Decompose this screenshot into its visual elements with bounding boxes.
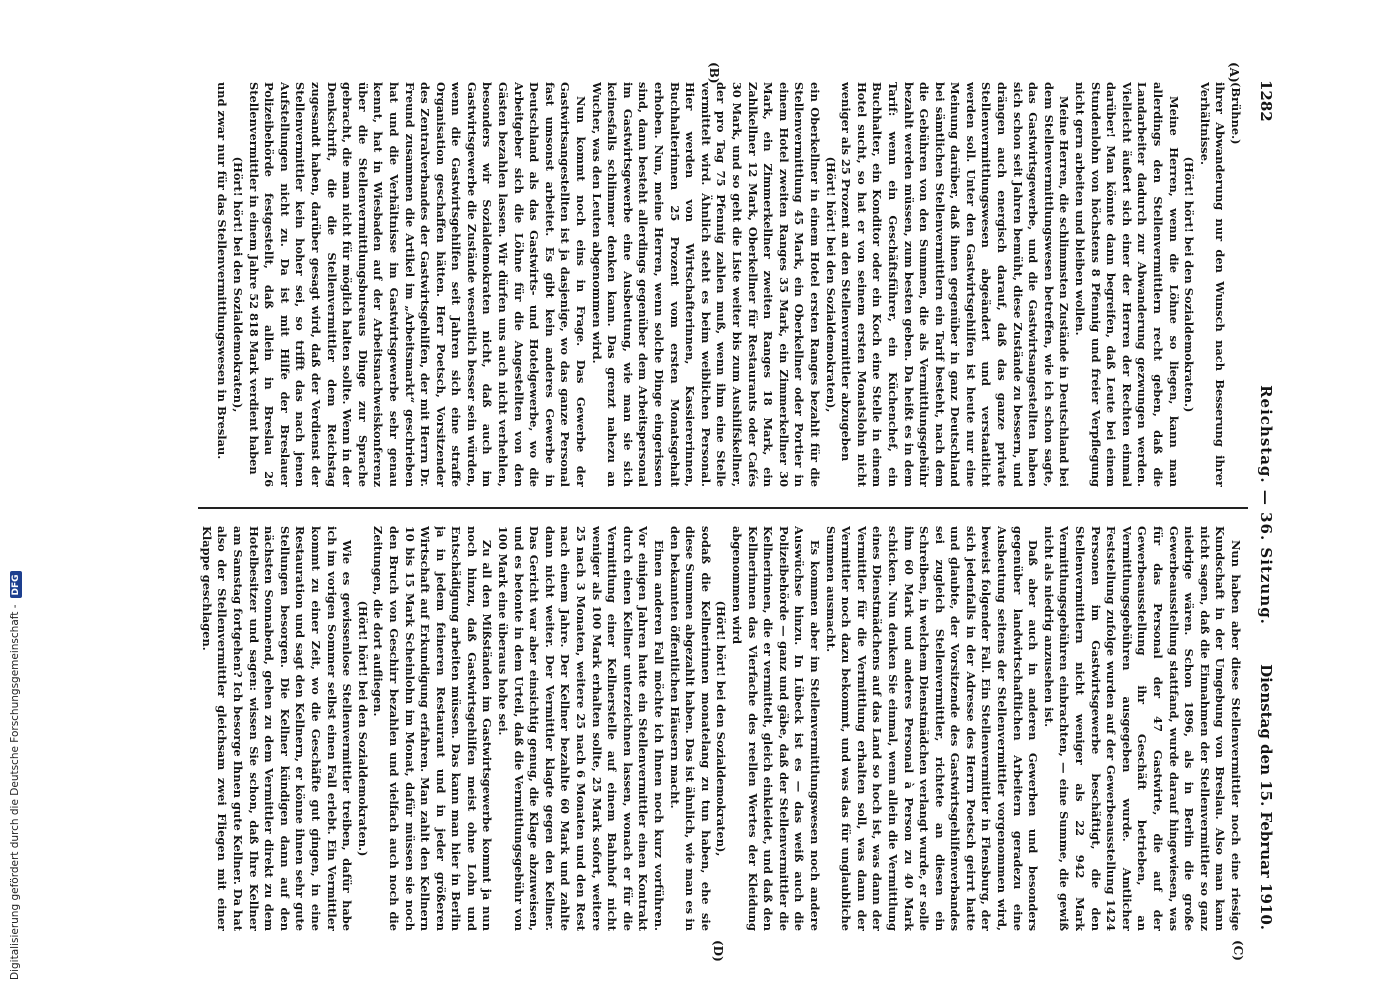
dfg-logo: DFG <box>10 571 22 598</box>
paragraph: Nun kommt noch eins in Frage. Das Gewerbe der Gastwirtsangestellten ist ja dasjenige, wo das ganze Personal fast umsonst arbeitet. Es gibt kein anderes Gewerbe in Deutschland als das Gastwirts- und Hotelgewerbe, wo die Arbeitgeber sich die Löhne für die Angestellten von den Gästen bezahlen lassen. Wir dürfen uns auch nicht verhehlen, besonders wir Sozialdemokraten nicht, daß auch im Gastwirtsgewerbe die Zustände wesentlich besser sein würden, wenn die Gastwirtsgehilfen seit Jahren sich eine straffe Organisation geschaffen hätten. Herr Poetsch, Vorsitzender des Zentralverbandes der Gastwirtsgehilfen, der mit Herrn Dr. Freund zusammen die Artikel im „Arbeitsmarkt“ geschrieben hat und die Verhältnisse im Gastwirtsgewerbe sehr genau kennt, hat in Wiesbaden auf der Arbeitsnachweiskonferenz über die Stellenvermittlungsbureaus Dinge zur Sprache gebracht, die man nicht für möglich halten sollte. Wenn in der Denkschrift, die die Stellenvermittler dem Reichstag zugesandt haben, darüber gesagt wird, daß der Verdienst der Stellenvermittler kein hoher sei, so trifft das nach jenen Aufstellungen nicht zu. Da ist mit Hilfe der Breslauer Polizeibehörde festgestellt, daß allein in Breslau 26 Stellenvermittler in einem Jahre 52 818 Mark verdient haben <box>246 82 589 487</box>
page-header <box>1245 80 1275 930</box>
right-column <box>198 526 1243 931</box>
paragraph: Wie es gewissenlose Stellenvermittler treiben, dafür habe ich im vorigen Sommer selbst einen Fall erlebt. Ein Vermittler kommt zu einer Zeit, wo die Geschäfte gut gingen, in eine Restauration und sagt den Kellnern, er könne ihnen sehr gute Stellungen besorgen. Die Kellner kündigen dann auf den nächsten Sonnabend, gehen zu dem Vermittler direkt zu dem Hotelbesitzer und sagen: wissen Sie schon, daß Ihre Kellner am Samstag fortgehen? Ich besorge Ihnen gute Kellner. Da hat also der Stellenvermittler gleichsam zwei Fliegen mit einer Klappe geschlagen. <box>199 526 355 931</box>
paragraph: Nun haben aber diese Stellenvermittler noch eine riesige Kundschaft in der Umgebung von Breslau. Also man kann nicht sagen, daß die Einnahmen der Stellenvermittler so ganz niedrige wären. Schon 1896, als in Berlin die große Gewerbeausstellung stattfand, wurde darauf hingewiesen, was für das Personal der 47 Gastwirte, die auf der Gewerbeausstellung ihr Geschäft betrieben, an Vermittlungsgebühren ausgegeben wurde. Amtlicher Feststellung zufolge wurden auf der Gewerbeausstellung 1424 Personen im Gastwirtsgewerbe beschäftigt, die den Stellenvermittlern nicht weniger als 22 942 Mark Vermittlungsgebühren einbrachten, — eine Summe, die gewiß nicht als niedrig anzusehen ist. <box>1041 526 1243 931</box>
paragraph: Meine Herren, die schlimmsten Zustände in Deutschland bei dem Stellenvermittlungswesen betreffen, wie ich schon sagte, das Gastwirtsgewerbe, und die Gastwirtsangestellten haben sich schon seit Jahren bemüht, diese Zustände zu bessern, und drängen auch energisch darauf, daß das ganze private Stellenvermittlungswesen abgeändert und verstaatlicht werden soll. Unter den Gastwirtsgehilfen ist heute nur eine Meinung darüber, daß ihnen gegenüber in ganz Deutschland bei sämtlichen Stellenvermittlern ein Tarif besteht, nach dem die Gebühren von den Summen, die als Vermittlungsgebühr bezahlt werden müssen, zum besten geben. Da heißt es in dem Tarif: wenn ein Geschäftsführer, ein Küchenchef, ein Buchhalter, ein Konditor oder ein Koch eine Stelle in einem Hotel sucht, so hat er von seinem ersten Monatslohn nicht weniger als 25 Prozent an den Stellenvermittler abzugeben <box>839 82 1072 487</box>
interjection: (Hört! hört! bei den Sozialdemokraten), <box>714 600 729 857</box>
interjection: (Hört! hört! bei den Sozialdemokraten.) <box>1182 156 1197 413</box>
session-title: Reichstag. — 36. Sitzung. <box>1257 385 1275 625</box>
page-number: 1282 <box>1257 80 1275 122</box>
paragraph: ein Oberkellner in einem Hotel ersten Ranges bezahlt für die Stellenvermittlung 45 Mark, ein Oberkellner oder Portier in einem Hotel zweiten Ranges 35 Mark, ein Zimmerkellner 30 Mark, ein Zimmerkellner zweiten Ranges 18 Mark, ein Zahlkellner 12 Mark, Oberkellner für Restaurants oder Cafés 30 Mark, und so geht die Liste weiter bis zum Aushilfskellner, der pro Tag 75 Pfennig zahlen muß, wenn ihm eine Stelle vermittelt wird. Ähnlich steht es beim weiblichen Personal. Hier werden von Wirtschafterinnen, Kassiererinnen, Buchhalterinnen 25 Prozent vom ersten Monatsgehalt erhoben. Nun, meine Herren, wenn solche Dinge eingerissen sind, dann besteht allerdings gegenüber dem Arbeitspersonal im Gastwirtsgewerbe eine Ausbeutung, wie man sie sich keinesfalls schlimmer denken kann. Das grenzt nahezu an Wucher, was den Leuten abgenommen wird. <box>589 82 822 487</box>
paragraph: Zu all den Mißständen im Gastwirtsgewerbe kommt ja nun noch hinzu, daß Gastwirtsgehilfen meist ohne Lohn und Entschädigung arbeiten müssen. Das kann man hier in Berlin ja in jedem feineren Restaurant und in jeder größeren Wirtschaft auf Erkundigung erfahren. Man zahlt den Kellnern 10 bis 15 Mark Scheinlohn im Monat, dafür müssen sie noch den Bruch von Geschirr bezahlen und vielfach auch noch die Zeitungen, die dort aufliegen. <box>371 526 495 931</box>
margin-mark-b: (B) <box>707 62 721 84</box>
speaker-label: (Brühne.) <box>1229 82 1243 145</box>
paragraph: Daß aber auch in anderen Gewerben und besonders gegenüber landwirtschaftlichen Arbeitern geradezu eine Ausbeutung seitens der Stellenvermittler vorgenommen wird, beweist folgender Fall. Ein Stellenvermittler in Flensburg, der sich jedenfalls in der Adresse des Herrn Poetsch geirrt hatte und glaubte, der Vorsitzende des Gastwirtsgehilfenverbandes sei zugleich Stellenvermittler, richtete an diesen ein Schreiben, in welchem Dienstmädchen verlangt wurde, er solle ihm 60 Mark und anderes Personal à Person zu 40 Mark schicken. Nun denken Sie einmal, wenn allein die Vermittlung eines Dienstmädchens auf das Land so hoch ist, was dann der Vermittler für die Vermittlung erhalten soll, was dann der Vermittler noch dazu bekommt, und was das für unglaubliche Summen ausmacht. <box>823 526 1041 931</box>
margin-mark-c: (C) <box>1231 940 1245 961</box>
paragraph: Meine Herren, wenn die Löhne so liegen, kann man allerdings den Stellenvermittlern recht geben, daß die Landarbeiter dadurch zur Abwanderung gezwungen werden. Vielleicht äußert sich einer der Herren der Rechten einmal darüber! Man könnte dann begreifen, daß Leute bei einem Stundenlohn von höchstens 8 Pfennig und freier Verpflegung nicht gern arbeiten und bleiben wollen. <box>1073 82 1181 487</box>
interjection: (Hört! hört! bei den Sozialdemokraten), <box>823 156 838 413</box>
margin-mark-a: (A) <box>1227 62 1241 83</box>
session-date: Dienstag den 15. Februar 1910. <box>1257 664 1275 930</box>
footer-text: Digitalisierung gefördert durch die Deutsche Forschungsgemeinschaft - <box>9 604 21 980</box>
paragraph: Einen anderen Fall möchte ich Ihnen noch kurz vorführen. Vor einigen Jahren hatte ein Stellenvermittler einen Kontrakt durch einen Kellner unterzeichnen lassen, wonach er für die Vermittlung einer Kellnerstelle auf einem Bahnhof nicht weniger als 100 Mark erhalten sollte, 25 Mark sofort, weitere 25 nach 3 Monaten, weitere 25 nach 6 Monaten und den Rest nach einem Jahre. Der Kellner bezahlte 60 Mark und zahlte dann nicht weiter. Der Vermittler klagte gegen den Kellner. Das Gericht war aber einsichtig genug, die Klage abzuweisen, und es betonte in dem Urteil, daß die Vermittlungsgebühr von 100 Mark eine überaus hohe sei. <box>496 526 667 931</box>
paragraph: sodaß die Kellnerinnen monatelang zu tun haben, ehe sie diese Summen abgezahlt haben. Das ist ähnlich, wie man es in den bekannten öffentlichen Häusern macht. <box>667 526 713 931</box>
interjection: (Hört! hört! bei den Sozialdemokraten.) <box>355 600 370 857</box>
paragraph: und zwar nur für das Stellenvermittlungswesen in Breslau. <box>215 82 230 460</box>
margin-mark-d: (D) <box>711 940 725 962</box>
left-column <box>198 82 1243 487</box>
column-divider <box>198 507 1248 509</box>
footer <box>9 0 27 980</box>
paragraph: ihrer Abwanderung nur den Wunsch nach Besserung ihrer Verhältnisse. <box>1197 82 1228 487</box>
footer-strip <box>0 0 30 996</box>
interjection: (Hört! hört! bei den Sozialdemokraten), <box>231 156 245 413</box>
paragraph: Es kommen aber im Stellenvermittlungswesen noch andere Auswüchse hinzu. In Lübeck ist es — das weiß auch die Polizeibehörde — ganz und gäbe, daß der Stellenvermittler die Kellnerinnen, die er vermittelt, gleich einkleidet, und daß den Kellnerinnen das Vierfache des reellen Wertes der Kleidung abgenommen wird <box>730 526 822 931</box>
